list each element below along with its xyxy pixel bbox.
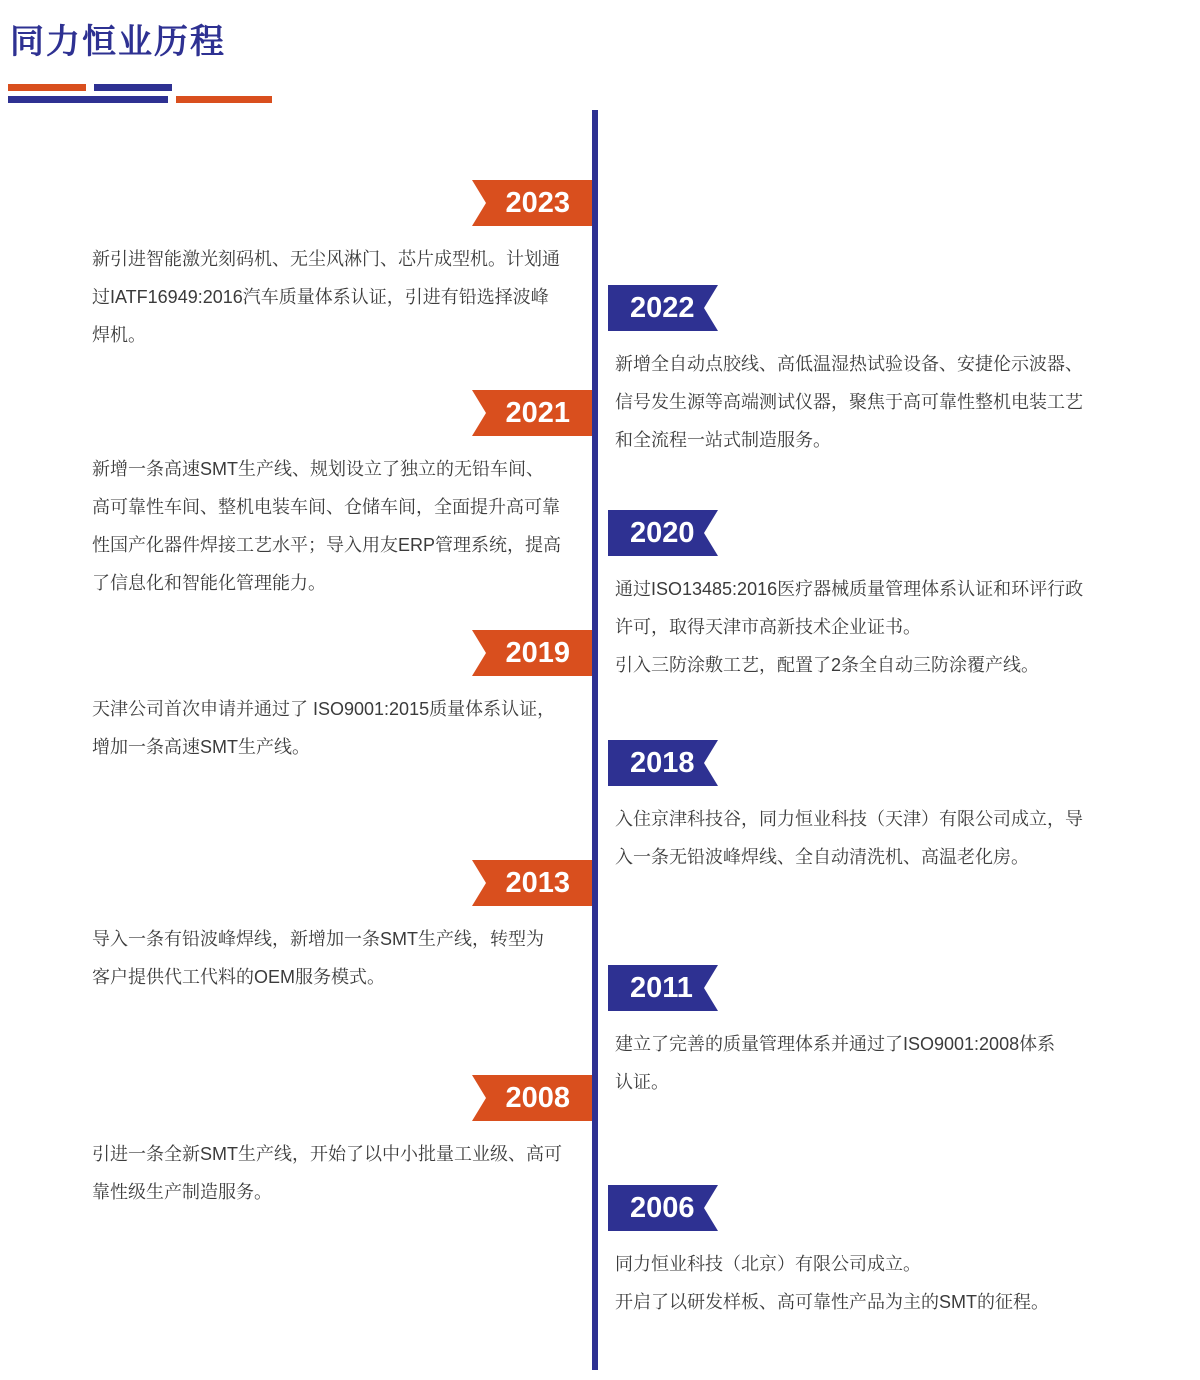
timeline-year-label: 2023 xyxy=(472,180,592,226)
timeline-year-label: 2021 xyxy=(472,390,592,436)
timeline-entry-line: 增加一条高速SMT生产线。 xyxy=(92,737,310,757)
timeline-entry-line: 导入一条有铅波峰焊线，新增加一条SMT生产线，转型为 xyxy=(92,929,544,949)
decor-bar-orange-bottom xyxy=(176,96,272,103)
decor-bar-blue-top xyxy=(94,84,172,91)
timeline-entry-text xyxy=(92,240,592,354)
timeline-entry-text xyxy=(615,1245,1135,1321)
header-decoration xyxy=(8,84,278,106)
timeline-entry-line: 靠性级生产制造服务。 xyxy=(92,1182,272,1202)
timeline-entry-line: 高可靠性车间、整机电装车间、仓储车间，全面提升高可靠 xyxy=(92,497,560,517)
timeline-entry-line: 新引进智能激光刻码机、无尘风淋门、芯片成型机。计划通 xyxy=(92,249,560,269)
timeline-entry-text xyxy=(92,1135,592,1211)
timeline-entry-line: 认证。 xyxy=(615,1072,669,1092)
timeline-entry-line: 和全流程一站式制造服务。 xyxy=(615,430,831,450)
timeline-year-label: 2018 xyxy=(608,740,718,786)
timeline-entry-text xyxy=(92,920,592,996)
page-header xyxy=(0,18,1200,108)
timeline-entry-line: 天津公司首次申请并通过了 ISO9001:2015质量体系认证， xyxy=(92,699,556,719)
timeline-entry-line: 性国产化器件焊接工艺水平；导入用友ERP管理系统，提高 xyxy=(92,535,562,555)
timeline-year-label: 2013 xyxy=(472,860,592,906)
timeline-entry-line: 过IATF16949:2016汽车质量体系认证，引进有铅选择波峰 xyxy=(92,287,549,307)
timeline-entry-line: 入一条无铅波峰焊线、全自动清洗机、高温老化房。 xyxy=(615,847,1029,867)
timeline-entry-line: 新增一条高速SMT生产线、规划设立了独立的无铅车间、 xyxy=(92,459,544,479)
timeline-entry-line: 焊机。 xyxy=(92,325,146,345)
timeline-entry-line: 引入三防涂敷工艺，配置了2条全自动三防涂覆产线。 xyxy=(615,655,1040,675)
decor-bar-blue-bottom xyxy=(8,96,168,103)
timeline-entry-line: 开启了以研发样板、高可靠性产品为主的SMT的征程。 xyxy=(615,1292,1049,1312)
decor-bar-orange-top xyxy=(8,84,86,91)
timeline-entry-text xyxy=(615,345,1135,459)
timeline-entry-line: 新增全自动点胶线、高低温湿热试验设备、安捷伦示波器、 xyxy=(615,354,1083,374)
timeline-year-label: 2006 xyxy=(608,1185,718,1231)
timeline-entry-text xyxy=(92,450,592,602)
timeline-year-label: 2022 xyxy=(608,285,718,331)
timeline xyxy=(0,110,1200,1370)
page-title: 同力恒业历程 xyxy=(10,23,226,61)
timeline-entry-text xyxy=(615,800,1135,876)
timeline-year-label: 2020 xyxy=(608,510,718,556)
timeline-entry-line: 了信息化和智能化管理能力。 xyxy=(92,573,326,593)
timeline-entry-line: 许可，取得天津市高新技术企业证书。 xyxy=(615,617,921,637)
timeline-entry-line: 同力恒业科技（北京）有限公司成立。 xyxy=(615,1254,921,1274)
timeline-entry-line: 客户提供代工代料的OEM服务模式。 xyxy=(92,967,385,987)
timeline-year-label: 2008 xyxy=(472,1075,592,1121)
timeline-entry-text xyxy=(615,1025,1135,1101)
timeline-axis xyxy=(592,110,598,1370)
timeline-entry-line: 入住京津科技谷，同力恒业科技（天津）有限公司成立，导 xyxy=(615,809,1083,829)
timeline-entry-text xyxy=(615,570,1135,684)
timeline-entry-text xyxy=(92,690,592,766)
timeline-entry-line: 引进一条全新SMT生产线，开始了以中小批量工业级、高可 xyxy=(92,1144,562,1164)
timeline-entry-line: 通过ISO13485:2016医疗器械质量管理体系认证和环评行政 xyxy=(615,579,1084,599)
timeline-year-label: 2011 xyxy=(608,965,718,1011)
timeline-year-label: 2019 xyxy=(472,630,592,676)
timeline-entry-line: 建立了完善的质量管理体系并通过了ISO9001:2008体系 xyxy=(615,1034,1056,1054)
timeline-entry-line: 信号发生源等高端测试仪器，聚焦于高可靠性整机电装工艺 xyxy=(615,392,1083,412)
